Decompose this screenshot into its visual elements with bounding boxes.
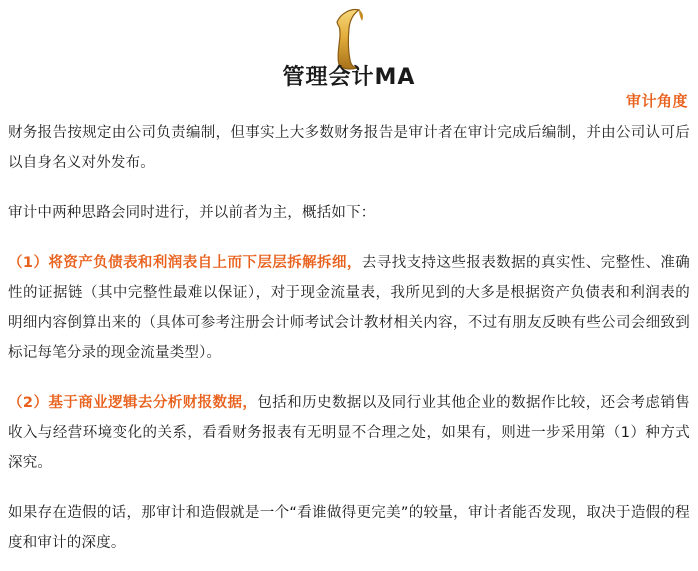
paragraph-4: [8, 388, 690, 478]
numeral-one-brush-logo-icon: [289, 6, 409, 68]
document-content: [0, 118, 698, 558]
paragraph-3-body: 去寻找支持这些报表数据的真实性、完整性、准确性的证据链（其中完整性最难以保证），对于现金流量表，我所见到的大多是根据资产负债表和利润表的明细内容倒算出来的（具体可参考注册会计师考试会计教材相关内容，不过有朋友反映有些公司会细致到标记每笔分录的现金流量类型）。: [8, 255, 691, 361]
paragraph-4-body: 包括和历史数据以及同行业其他企业的数据作比较，还会考虑销售收入与经营环境变化的关系，看看财务报表有无明显不合理之处，如果有，则进一步采用第（1）种方式深究。: [8, 395, 690, 471]
paragraph-2: 审计中两种思路会同时进行，并以前者为主，概括如下：: [8, 205, 376, 221]
paragraph-3-lead: （1）将资产负债表和利润表自上而下层层拆解拆细，: [8, 255, 362, 271]
paragraph-4-lead: （2）基于商业逻辑去分析财报数据，: [8, 395, 258, 411]
paragraph-1: 财务报告按规定由公司负责编制，但事实上大多数财务报告是审计者在审计完成后编制，并由公司认可后以自身名义对外发布。: [8, 125, 690, 171]
logo-brand-text: 管理会计MA: [282, 65, 416, 90]
logo-block: [0, 0, 698, 92]
paragraph-5: 如果存在造假的话，那审计和造假就是一个“看谁做得更完美”的较量，审计者能否发现，取决于造假的程度和审计的深度。: [8, 505, 690, 551]
paragraph-3: [8, 248, 690, 368]
corner-heading: 审计角度: [625, 92, 688, 110]
